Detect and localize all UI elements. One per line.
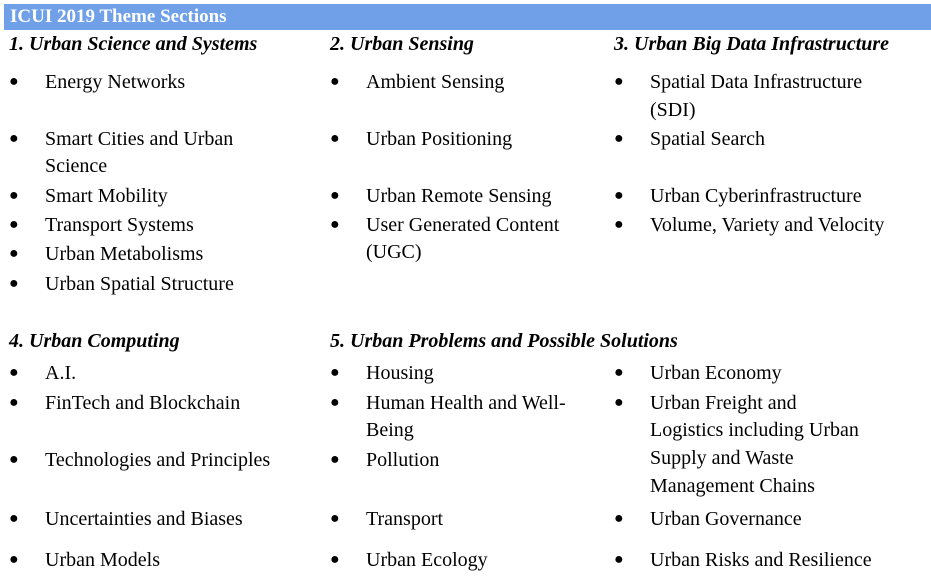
bullet: ● xyxy=(9,73,19,90)
bullet: ● xyxy=(9,216,19,233)
bullet: ● xyxy=(9,275,19,292)
bullet: ● xyxy=(9,451,19,468)
section-heading-4: 4. Urban Computing xyxy=(9,330,180,352)
section-heading-3: 3. Urban Big Data Infrastructure xyxy=(614,33,890,55)
bullet: ● xyxy=(614,551,624,568)
bullet: ● xyxy=(330,187,340,204)
bullet: ● xyxy=(330,394,340,411)
bullet: ● xyxy=(330,364,340,381)
bullet: ● xyxy=(330,551,340,568)
bullet: ● xyxy=(614,130,624,147)
section-heading-5: 5. Urban Problems and Possible Solutions xyxy=(330,330,678,352)
bullet: ● xyxy=(330,130,340,147)
section-heading-2: 2. Urban Sensing xyxy=(330,33,474,55)
bullet: ● xyxy=(330,73,340,90)
bullet: ● xyxy=(614,394,624,411)
bullet: ● xyxy=(330,451,340,468)
page-title: ICUI 2019 Theme Sections xyxy=(10,6,227,27)
bullet: ● xyxy=(9,510,19,527)
bullet: ● xyxy=(9,245,19,262)
bullet: ● xyxy=(9,394,19,411)
bullet: ● xyxy=(614,510,624,527)
bullet: ● xyxy=(614,364,624,381)
bullet: ● xyxy=(9,364,19,381)
bullet: ● xyxy=(9,551,19,568)
bullet: ● xyxy=(614,216,624,233)
bullet: ● xyxy=(614,187,624,204)
title-bar xyxy=(4,4,931,30)
section-heading-1: 1. Urban Science and Systems xyxy=(9,33,258,55)
bullet: ● xyxy=(330,216,340,233)
bullet: ● xyxy=(614,73,624,90)
bullet: ● xyxy=(9,187,19,204)
bullet: ● xyxy=(330,510,340,527)
bullet: ● xyxy=(9,130,19,147)
